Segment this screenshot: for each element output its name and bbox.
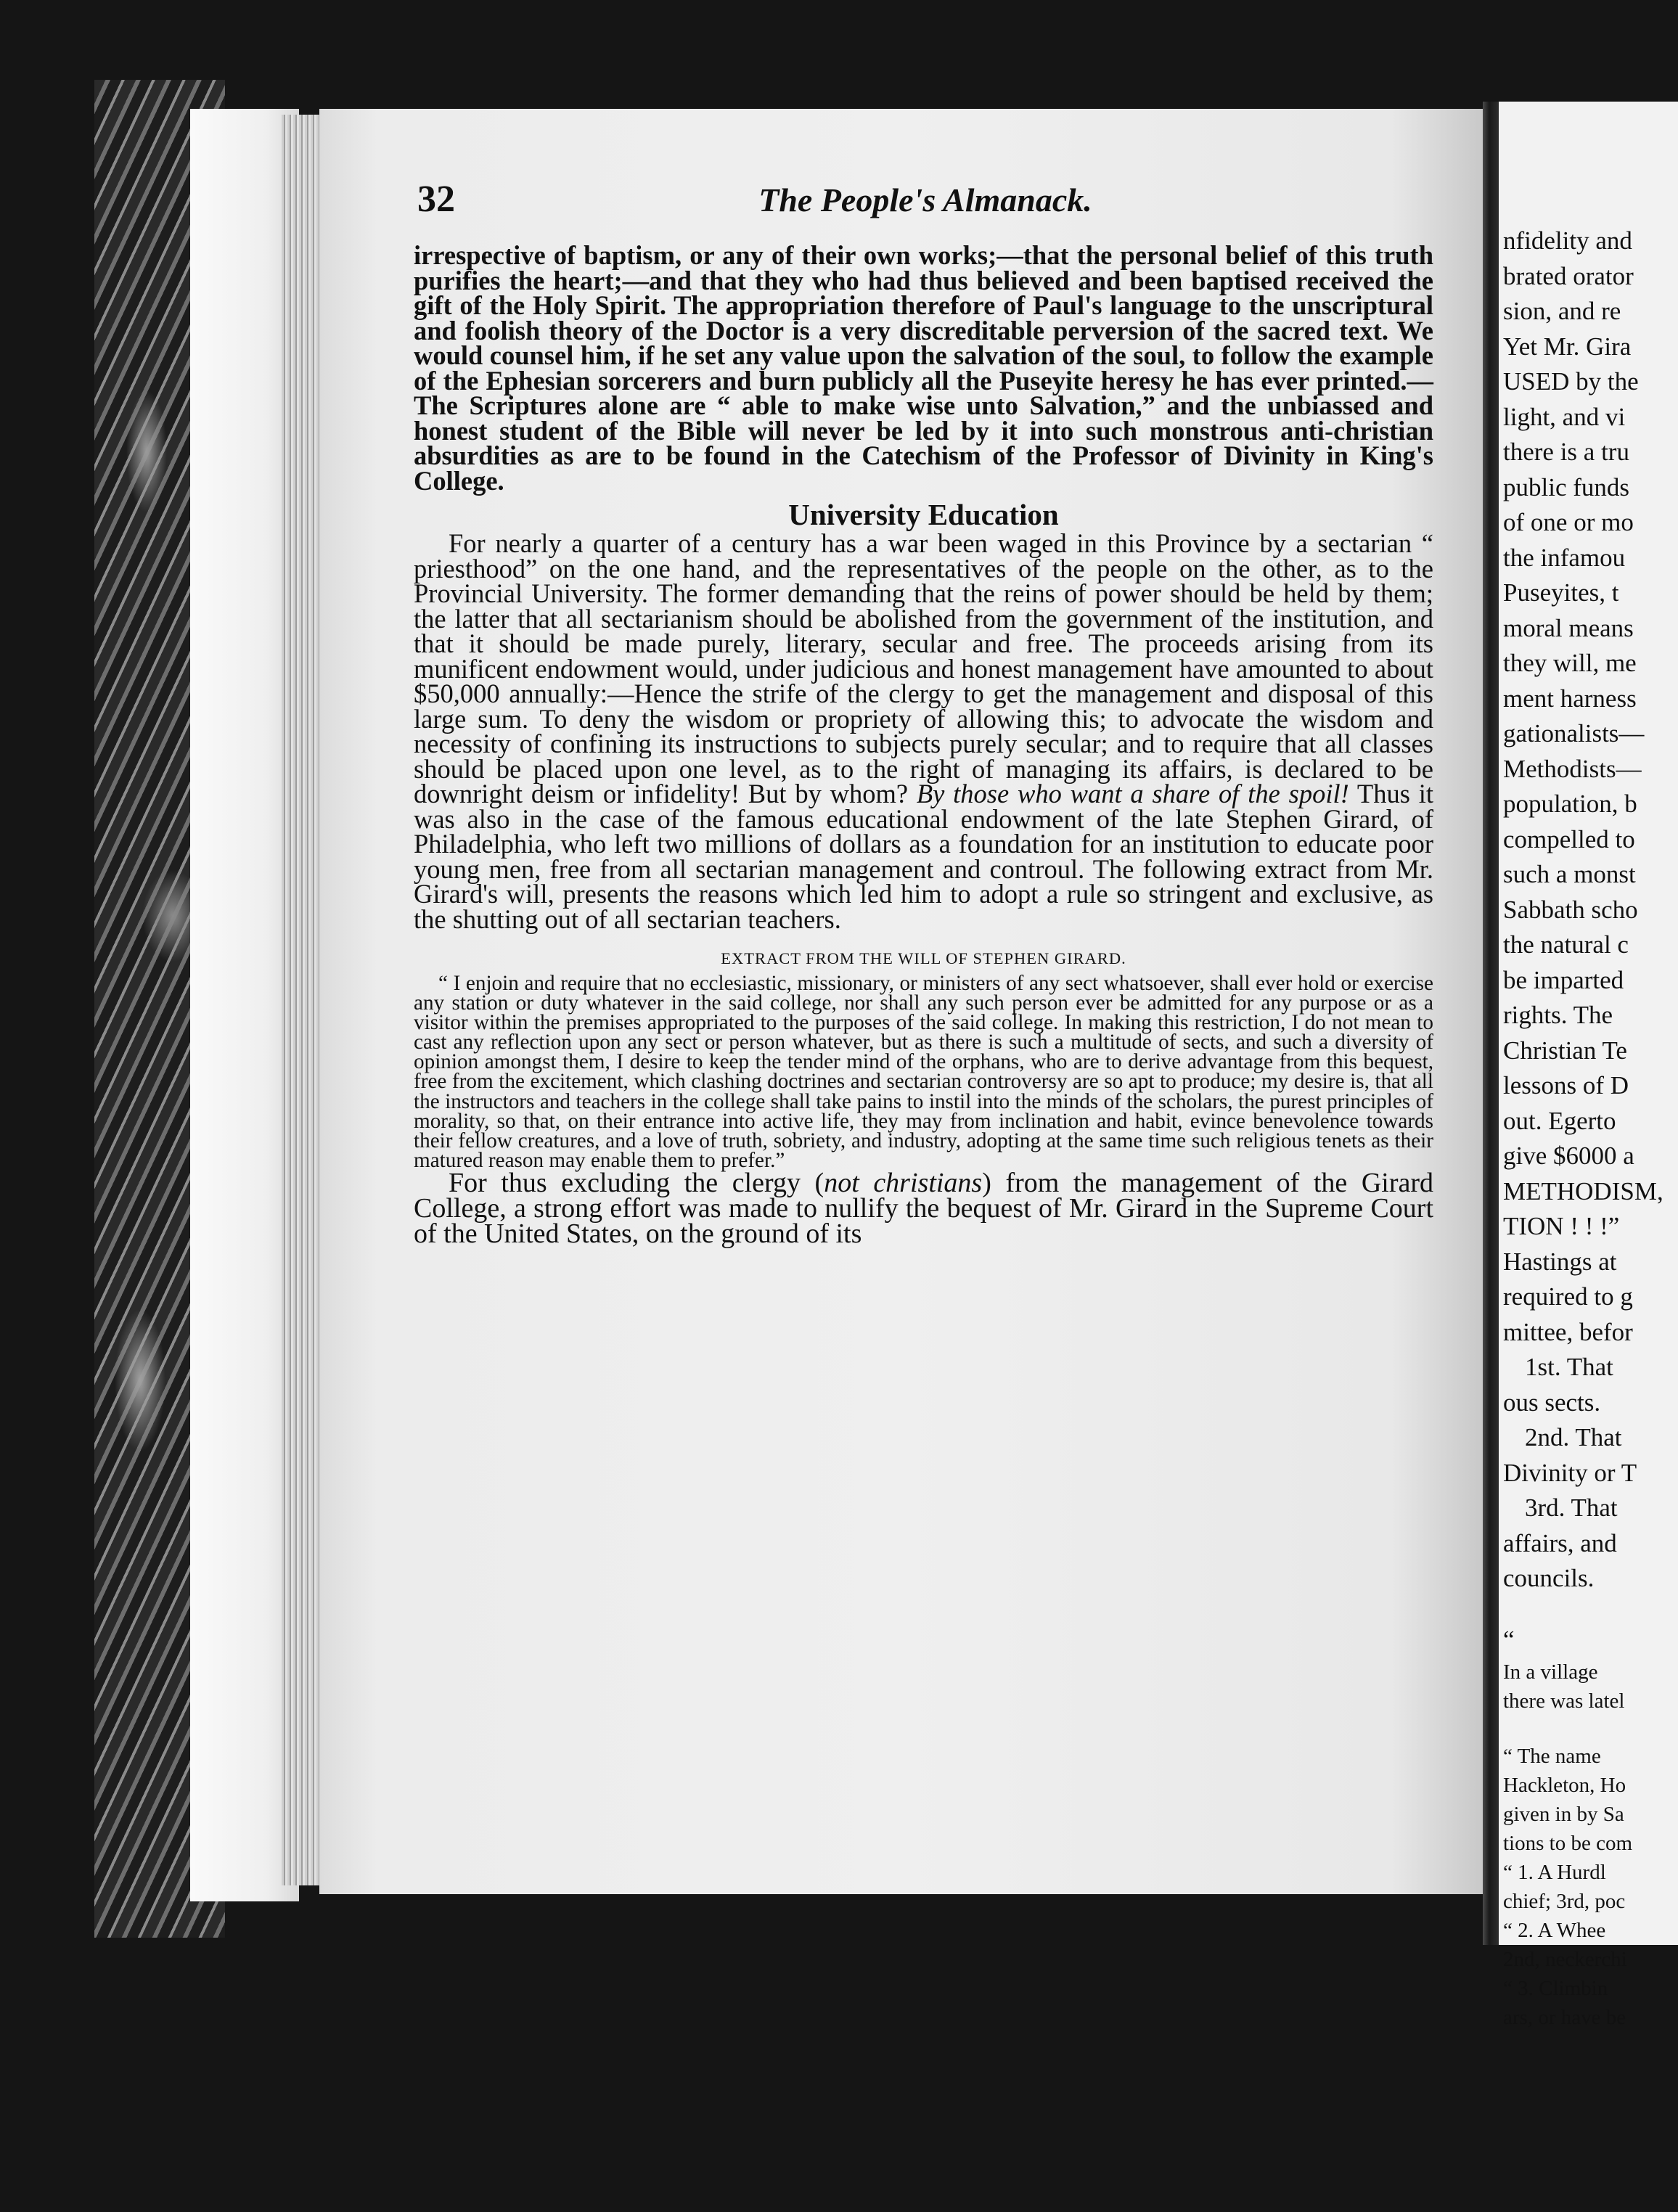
facing-page xyxy=(1499,102,1678,2029)
closing-paragraph xyxy=(414,1167,1433,1249)
facing-page-line: give $6000 a xyxy=(1503,1142,1634,1170)
facing-page-line: sion, and re xyxy=(1503,297,1621,325)
facing-page-line: given in by Sa xyxy=(1503,1803,1624,1826)
facing-page-line: population, b xyxy=(1503,790,1637,818)
education-paragraph-main: For nearly a quarter of a century has a war been waged in this Province by a sectarian “ priesthood” on the one hand, and the representatives of the people on the other, as to the Provincial University. The former demanding that the reins of power should be held by them; the latter that all sectarianism should be abolished from the government of the institution, and that it should be made purely, literary, secular and free. The proceeds arising from its munificent endowment would, under judicious and honest management have amounted to about $50,000 annually:—Hence the strife of the clergy to get the management and disposal of this large sum. To deny the wisdom or propriety of allowing this; to advocate the wisdom and necessity of confining its instructions to subjects purely secular; and to require that all classes should be placed upon one level, as to the right of managing its affairs, is declared to be downright deism or infidelity! But by whom? xyxy=(414,528,1433,808)
facing-page-line xyxy=(1503,1716,1678,1742)
facing-page-line: 2nd, neckerchi xyxy=(1503,1948,1627,1971)
facing-page-line: affairs, and xyxy=(1503,1528,1617,1557)
facing-page-line: Sabbath scho xyxy=(1503,895,1638,924)
facing-page-line: required to g xyxy=(1503,1282,1633,1311)
facing-page-line: ous sects. xyxy=(1503,1388,1601,1417)
facing-page-line: Methodists— xyxy=(1503,754,1642,783)
extract-title: EXTRACT FROM THE WILL OF STEPHEN GIRARD. xyxy=(721,949,1126,967)
page-number: 32 xyxy=(417,179,455,220)
facing-page-line: USED by the xyxy=(1503,367,1639,396)
page-header xyxy=(417,178,1433,236)
facing-page-line: lessons of D xyxy=(1503,1071,1629,1099)
facing-page-line: gationalists— xyxy=(1503,719,1645,747)
education-paragraph-rest: Thus it was also in the case of the famous educational endowment of the late Stephen Girard, of Philadelphia, who left two millions of dollars as a foundation for an institution to educate poor young men, free from all sectarian management and controul. The following extract from Mr. Girard's will, presents the reasons which led him to adopt a rule so stringent and exclusive, as the shutting out of all sectarian teachers. xyxy=(414,779,1433,934)
book-gutter xyxy=(1483,102,1499,1945)
facing-page-line: “ 1. A Hurdl xyxy=(1503,1861,1606,1884)
facing-page-line: the natural c xyxy=(1503,930,1629,959)
facing-page-line: mittee, befor xyxy=(1503,1317,1633,1346)
facing-page-line: moral means xyxy=(1503,613,1634,642)
education-paragraph xyxy=(414,528,1433,934)
facing-page-line: public funds xyxy=(1503,472,1630,501)
facing-page-line: “ 3. Climbin xyxy=(1503,1977,1608,2000)
facing-page-line: Yet Mr. Gira xyxy=(1503,332,1632,361)
facing-page-line: Hastings at xyxy=(1503,1247,1617,1276)
facing-page-line: councils. xyxy=(1503,1564,1595,1592)
facing-page-line: ars, or have be xyxy=(1503,2006,1626,2029)
facing-page-line: METHODISM, xyxy=(1503,1176,1663,1205)
facing-page-line: ment harness xyxy=(1503,684,1637,713)
facing-page-line: there was latel xyxy=(1503,1689,1625,1713)
facing-page-line: such a monst xyxy=(1503,860,1636,888)
facing-page-line: out. Egerto xyxy=(1503,1106,1616,1135)
facing-page-line: nfidelity and xyxy=(1503,226,1632,255)
facing-page-line: TION ! ! !” xyxy=(1503,1212,1620,1240)
facing-page-line: Christian Te xyxy=(1503,1036,1627,1065)
facing-page-line: light, and vi xyxy=(1503,402,1626,431)
facing-page-line: there is a tru xyxy=(1503,438,1629,466)
facing-page-line: the infamou xyxy=(1503,543,1626,572)
facing-page-line: Divinity or T xyxy=(1503,1458,1637,1487)
facing-page-line: Puseyites, t xyxy=(1503,578,1619,607)
opening-paragraph: irrespective of baptism, or any of their own works;—that the personal belief of this truth purifies the heart;—and that they who had thus believed and been baptised received the gift of the Holy Spirit. The appropriation therefore of Paul's language to the unscriptural and foolish theory of the Doctor is a very discreditable perversion of the sacred text. We would counsel him, if he set any value upon the salvation of the soul, to follow the example of the Ephesian sorcerers and burn publicly all the Puseyite heresy he has ever printed.—The Scriptures alone are “ able to make wise unto Salvation,” and the unbiassed and honest student of the Bible will never be led by it into such monstrous anti-christian absurdities as are to be found in the Catechism of the Professor of Divinity in King's College. xyxy=(414,240,1433,496)
facing-page-line: tions to be com xyxy=(1503,1832,1633,1855)
extract-text: “ I enjoin and require that no ecclesiastic, missionary, or ministers of any sect whatsoever, shall ever hold or exercise any station or duty whatever in the said college, nor shall any such person ever be admitted for any purpose or as a visitor within the premises appropriated to the purposes of the said college. In making this restriction, I do not mean to cast any reflection upon any sect or person whatever, but as there is such a multitude of sects, and such a diversity of opinion amongst them, I desire to keep the tender mind of the orphans, who are to derive advantage from this bequest, free from the excitement, which clashing doctrines and sectarian controversy are so apt to produce; my desire is, that all the instructors and teachers in the college shall take pains to instil into the minds of the scholars, the purest principles of morality, so that, on their entrance into active life, they may from inclination and habit, evince benevolence towards their fellow creatures, and a love of truth, sobriety, and industry, adopting at the same time such religious tenets as their matured reason may enable them to prefer.” xyxy=(414,972,1433,1172)
facing-page-line: “ The name xyxy=(1503,1745,1601,1768)
facing-page-line: 1st. That xyxy=(1525,1353,1613,1381)
facing-page-line: 2nd. That xyxy=(1525,1423,1622,1451)
facing-page-lines xyxy=(1499,102,1678,2032)
facing-page-line: be imparted xyxy=(1503,965,1624,994)
facing-page-line: brated orator xyxy=(1503,261,1634,290)
facing-page-line: Hackleton, Ho xyxy=(1503,1774,1626,1797)
facing-page-line xyxy=(1503,1597,1678,1623)
closing-part2: ) from the management of the Girard College, a strong effort was made to nullify the bequest of Mr. Girard in the Supreme Court of the United States, on the ground of its xyxy=(414,1167,1433,1249)
page-body xyxy=(414,240,1433,1249)
facing-page-line: they will, me xyxy=(1503,649,1637,677)
facing-page-line: 3rd. That xyxy=(1525,1494,1618,1522)
facing-page-line: chief; 3rd, poc xyxy=(1503,1890,1626,1913)
facing-page-line: In a village xyxy=(1503,1660,1598,1684)
education-paragraph-italic: By those who want a share of the spoil! xyxy=(916,779,1349,808)
left-page xyxy=(319,109,1484,1894)
facing-page-line: compelled to xyxy=(1503,824,1635,853)
facing-page-line: rights. The xyxy=(1503,1001,1613,1029)
facing-page-line: “ xyxy=(1503,1625,1515,1654)
section-heading: University Education xyxy=(788,498,1059,531)
running-title: The People's Almanack. xyxy=(758,181,1092,218)
closing-italic: not christians xyxy=(824,1167,983,1198)
closing-part1: For thus excluding the clergy ( xyxy=(449,1167,824,1198)
facing-page-line: “ 2. A Whee xyxy=(1503,1919,1606,1942)
facing-page-line: of one or mo xyxy=(1503,508,1634,536)
